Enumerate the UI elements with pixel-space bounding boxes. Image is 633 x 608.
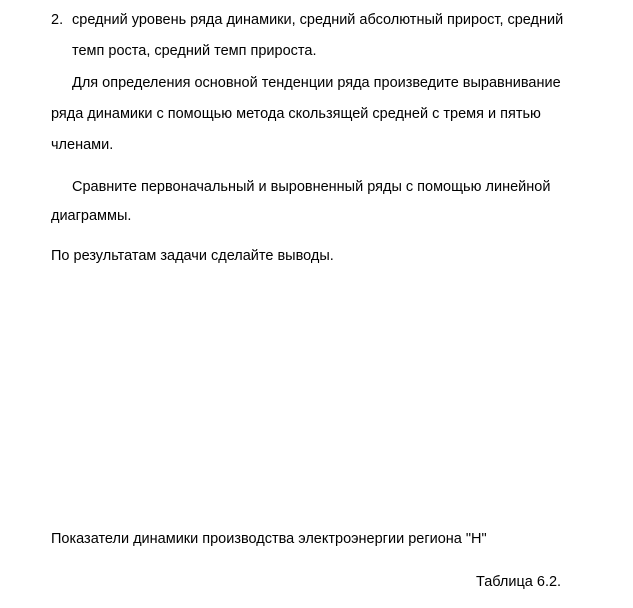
table-caption-title: Показатели динамики производства электроэнергии региона "Н" — [51, 531, 487, 547]
paragraph-3-line-1: По результатам задачи сделайте выводы. — [51, 248, 334, 264]
list-item-number: 2. — [51, 12, 64, 28]
list-item-line-2: темп роста, средний темп прироста. — [72, 43, 317, 59]
paragraph-2-line-2: диаграммы. — [51, 208, 132, 224]
paragraph-1-line-1: Для определения основной тенденции ряда произведите выравнивание — [72, 75, 561, 91]
table-caption-label: Таблица 6.2. — [476, 574, 562, 590]
paragraph-1-line-3: членами. — [51, 137, 114, 153]
paragraph-2-line-1: Сравните первоначальный и выровненный ряды с помощью линейной — [72, 179, 551, 195]
list-item-line-1: средний уровень ряда динамики, средний абсолютный прирост, средний — [72, 12, 564, 28]
paragraph-1-line-2: ряда динамики с помощью метода скользящей средней с тремя и пятью — [51, 106, 541, 122]
